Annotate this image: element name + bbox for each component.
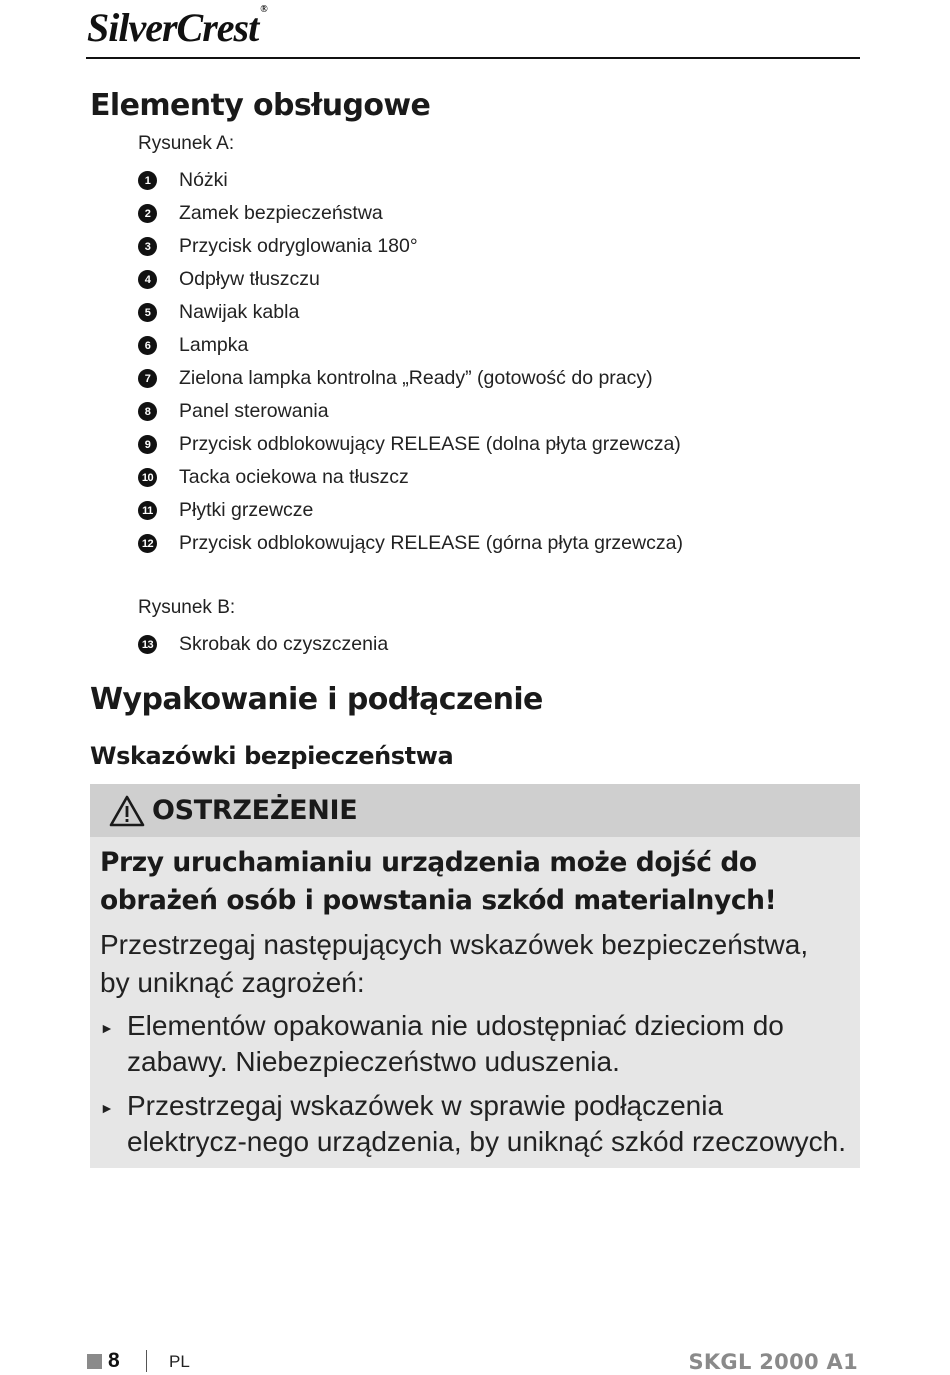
part-number-badge: 10 xyxy=(138,468,157,487)
part-list-item xyxy=(138,395,683,428)
part-list-item xyxy=(138,628,388,661)
part-label: Nawijak kabla xyxy=(179,301,300,323)
part-list-item xyxy=(138,527,683,560)
part-label: Skrobak do czyszczenia xyxy=(179,633,389,655)
part-list-item xyxy=(138,494,683,527)
part-list-item xyxy=(138,230,683,263)
part-list-item xyxy=(138,428,683,461)
part-number-badge: 11 xyxy=(138,501,157,520)
part-label: Zamek bezpieczeństwa xyxy=(179,202,383,224)
part-label: Płytki grzewcze xyxy=(179,499,314,521)
footer-separator xyxy=(146,1350,147,1372)
part-number-badge: 6 xyxy=(138,336,157,355)
part-list-item xyxy=(138,461,683,494)
bullet-arrow-icon: ► xyxy=(100,1100,114,1116)
part-label: Nóżki xyxy=(179,169,228,191)
section-title-controls: Elementy obsługowe xyxy=(90,88,431,123)
part-number-badge: 9 xyxy=(138,435,157,454)
warning-bullet xyxy=(100,1008,850,1080)
part-number-badge: 12 xyxy=(138,534,157,553)
part-list-item xyxy=(138,362,683,395)
part-number-badge: 8 xyxy=(138,402,157,421)
header-divider xyxy=(86,57,860,59)
part-label: Przycisk odblokowujący RELEASE (górna płyta grzewcza) xyxy=(179,532,683,554)
footer-square-marker xyxy=(87,1354,102,1369)
part-label: Przycisk odblokowujący RELEASE (dolna płyta grzewcza) xyxy=(179,433,681,455)
page-number: 8 xyxy=(108,1349,120,1372)
warning-bullet-text: Elementów opakowania nie udostępniać dzieciom do zabawy. Niebezpieczeństwo uduszenia. xyxy=(127,1010,784,1077)
part-number-badge: 13 xyxy=(138,635,157,654)
figure-a-parts-list xyxy=(138,164,683,560)
warning-intro: Przestrzegaj następujących wskazówek bezpieczeństwa, by uniknąć zagrożeń: xyxy=(100,929,809,998)
warning-bold-text: Przy uruchamianiu urządzenia może dojść do obrażeń osób i powstania szkód materialnych! xyxy=(100,847,777,916)
warning-title: OSTRZEŻENIE xyxy=(152,795,358,826)
section-title-unpacking: Wypakowanie i podłączenie xyxy=(90,682,543,717)
part-number-badge: 7 xyxy=(138,369,157,388)
warning-header xyxy=(90,784,860,837)
part-number-badge: 5 xyxy=(138,303,157,322)
subsection-title-safety: Wskazówki bezpieczeństwa xyxy=(90,742,454,770)
bullet-arrow-icon: ► xyxy=(100,1020,114,1036)
part-list-item xyxy=(138,296,683,329)
part-number-badge: 2 xyxy=(138,204,157,223)
part-number-badge: 4 xyxy=(138,270,157,289)
part-label: Lampka xyxy=(179,334,249,356)
part-list-item xyxy=(138,263,683,296)
figure-b-label: Rysunek B: xyxy=(138,597,236,618)
language-code: PL xyxy=(169,1352,190,1371)
warning-box xyxy=(90,784,860,1168)
brand-logo: SilverCrest ® xyxy=(87,4,267,50)
figure-b-parts-list xyxy=(138,628,388,661)
part-label: Tacka ociekowa na tłuszcz xyxy=(179,466,409,488)
figure-a-label: Rysunek A: xyxy=(138,133,235,154)
part-list-item xyxy=(138,197,683,230)
warning-triangle-icon xyxy=(108,794,146,828)
part-number-badge: 3 xyxy=(138,237,157,256)
part-list-item xyxy=(138,164,683,197)
part-label: Przycisk odryglowania 180° xyxy=(179,235,418,257)
part-list-item xyxy=(138,329,683,362)
part-label: Zielona lampka kontrolna „Ready” (gotowość do pracy) xyxy=(179,367,653,389)
part-number-badge: 1 xyxy=(138,171,157,190)
warning-bullet xyxy=(100,1088,850,1160)
model-number: SKGL 2000 A1 xyxy=(688,1350,858,1374)
warning-bullet-text: Przestrzegaj wskazówek w sprawie podłączenia elektrycz-nego urządzenia, by uniknąć szkód rzeczowych. xyxy=(127,1090,847,1157)
part-label: Panel sterowania xyxy=(179,400,329,422)
part-label: Odpływ tłuszczu xyxy=(179,268,320,290)
